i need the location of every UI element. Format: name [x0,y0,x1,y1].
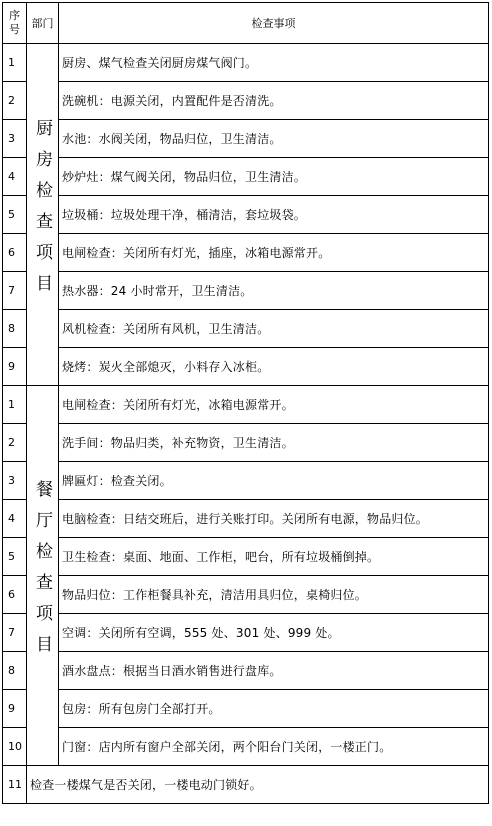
row-number: 7 [3,272,27,310]
inspection-item: 检查一楼煤气是否关闭，一楼电动门锁好。 [27,766,489,804]
inspection-item: 牌匾灯：检查关闭。 [59,462,489,500]
table-row [3,196,489,234]
table-row [3,576,489,614]
row-number: 10 [3,728,27,766]
inspection-item: 炒炉灶：煤气阀关闭，物品归位，卫生清洁。 [59,158,489,196]
row-number: 8 [3,652,27,690]
row-number: 3 [3,120,27,158]
inspection-item: 电闸检查：关闭所有灯光，插座，冰箱电源常开。 [59,234,489,272]
table-row [3,462,489,500]
inspection-item: 电脑检查：日结交班后，进行关账打印。关闭所有电源，物品归位。 [59,500,489,538]
row-number: 7 [3,614,27,652]
row-number: 2 [3,82,27,120]
table-row [3,234,489,272]
header-serial-number-line2: 号 [9,23,20,36]
row-number: 11 [3,766,27,804]
inspection-item: 洗碗机：电源关闭，内置配件是否清洗。 [59,82,489,120]
row-number: 2 [3,424,27,462]
header-serial-number [3,3,27,44]
inspection-item: 物品归位：工作柜餐具补充，清洁用具归位，桌椅归位。 [59,576,489,614]
department-label: 厨房检查项目 [32,119,52,305]
header-row [3,3,489,44]
table-row [3,158,489,196]
row-number: 5 [3,538,27,576]
table-row [3,120,489,158]
department-label: 餐厅检查项目 [32,480,52,666]
inspection-item: 酒水盘点：根据当日酒水销售进行盘库。 [59,652,489,690]
row-number: 3 [3,462,27,500]
inspection-item: 门窗：店内所有窗户全部关闭，两个阳台门关闭，一楼正门。 [59,728,489,766]
row-number: 6 [3,576,27,614]
table-row [3,538,489,576]
row-number: 9 [3,348,27,386]
inspection-item: 空调：关闭所有空调，555 处、301 处、999 处。 [59,614,489,652]
row-number: 1 [3,386,27,424]
inspection-checklist-table [2,2,489,804]
table-row [3,500,489,538]
header-serial-number-line1: 序 [9,9,20,22]
header-inspection-items: 检查事项 [59,3,489,44]
table-row [3,386,489,424]
inspection-item: 洗手间：物品归类，补充物资，卫生清洁。 [59,424,489,462]
row-number: 5 [3,196,27,234]
department-cell [27,44,59,386]
checklist-body [3,3,489,804]
table-row [3,310,489,348]
inspection-item: 电闸检查：关闭所有灯光，冰箱电源常开。 [59,386,489,424]
row-number: 1 [3,44,27,82]
inspection-item: 卫生检查：桌面、地面、工作柜，吧台，所有垃圾桶倒掉。 [59,538,489,576]
table-row [3,690,489,728]
table-row [3,424,489,462]
inspection-item: 风机检查：关闭所有风机，卫生清洁。 [59,310,489,348]
inspection-item: 厨房、煤气检查关闭厨房煤气阀门。 [59,44,489,82]
department-cell [27,386,59,766]
table-row [3,82,489,120]
row-number: 6 [3,234,27,272]
table-row [3,652,489,690]
row-number: 8 [3,310,27,348]
inspection-item: 热水器：24 小时常开，卫生清洁。 [59,272,489,310]
table-row [3,44,489,82]
row-number: 4 [3,500,27,538]
inspection-item: 垃圾桶：垃圾处理干净，桶清洁，套垃圾袋。 [59,196,489,234]
table-row [3,614,489,652]
row-number: 4 [3,158,27,196]
row-number: 9 [3,690,27,728]
table-row [3,272,489,310]
header-department: 部门 [27,3,59,44]
inspection-item: 烧烤：炭火全部熄灭，小料存入冰柜。 [59,348,489,386]
inspection-item: 水池：水阀关闭，物品归位，卫生清洁。 [59,120,489,158]
table-row [3,348,489,386]
table-row-final [3,766,489,804]
inspection-item: 包房：所有包房门全部打开。 [59,690,489,728]
table-row [3,728,489,766]
